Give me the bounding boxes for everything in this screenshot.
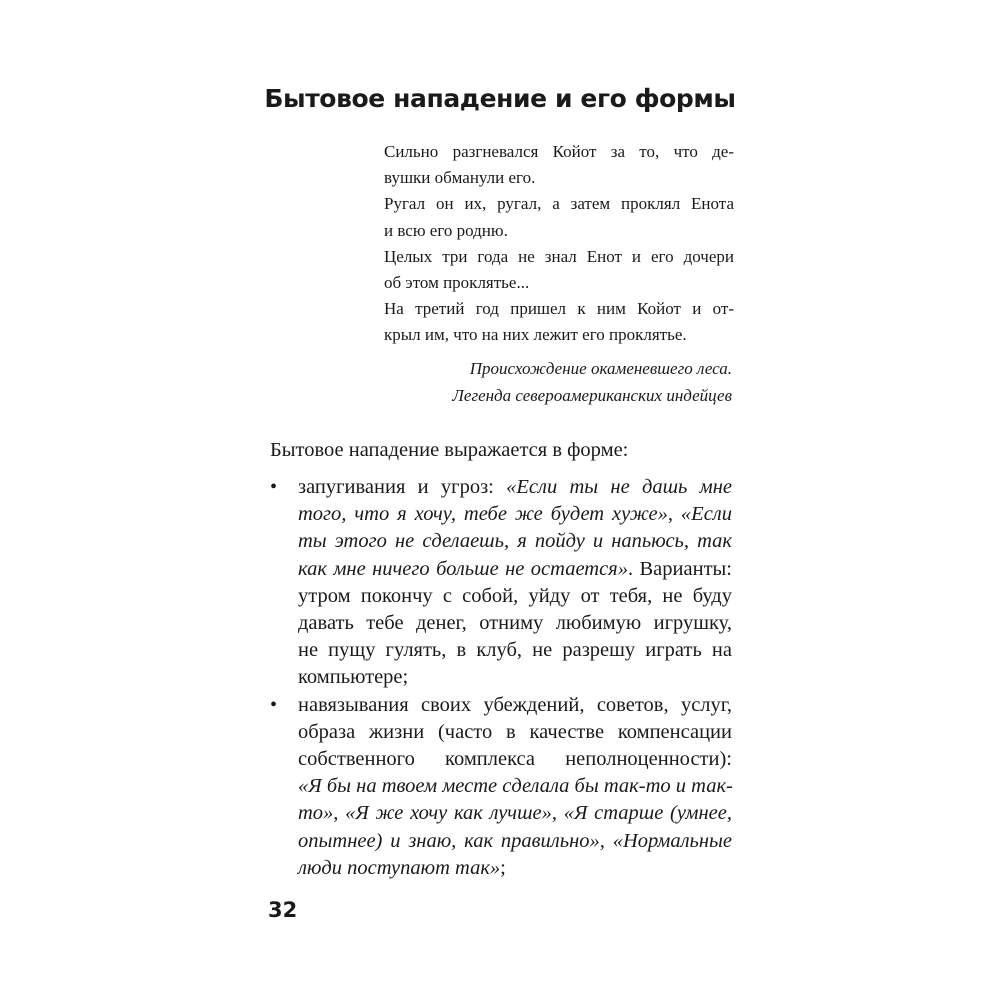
epigraph-source (384, 355, 732, 409)
text-run: запугивания и угроз: (298, 476, 507, 498)
bullet-line (298, 474, 732, 501)
bullet-line (298, 583, 732, 610)
italic-quote: того, что я хочу, тебе же будет хуже», «Если (298, 503, 732, 526)
text-run: навязывания своих убеждений, советов, услуг, (298, 693, 732, 716)
epigraph-source-subtitle: Легенда североамериканских индейцев (452, 386, 732, 405)
bullet-line (298, 610, 732, 637)
italic-quote: то», «Я же хочу как лучше», «Я старше (умнее, (298, 802, 732, 825)
epigraph-line: об этом проклятье... (384, 273, 530, 293)
bullet-line (298, 855, 732, 882)
epigraph-line: Целых три года не знал Енот и его дочери (384, 246, 734, 266)
italic-quote: «Если ты не дашь мне (506, 476, 733, 498)
bullet-line (298, 501, 732, 528)
epigraph-line: Сильно разгневался Койот за то, что де- (384, 142, 734, 161)
bullet-line (298, 746, 732, 773)
intro-paragraph: Бытовое нападение выражается в форме: (270, 439, 629, 461)
bullet-item (270, 474, 732, 692)
bullet-line (298, 719, 732, 746)
text-run: . Варианты: (627, 557, 733, 580)
bullet-line (298, 800, 732, 827)
bullet-line (298, 528, 732, 555)
epigraph-line: и всю его родню. (384, 220, 508, 240)
text-run: компьютере; (298, 666, 409, 689)
bullet-line (298, 637, 732, 664)
text-run: ; (500, 856, 506, 879)
page-number: 32 (268, 898, 298, 922)
italic-quote: люди поступают так» (298, 856, 501, 879)
bullet-line (298, 828, 732, 855)
bullet-line (298, 664, 732, 691)
text-run: образа жизни (часто в качестве компенсации (298, 720, 732, 743)
text-run: собственного комплекса неполноценности): (298, 748, 732, 771)
epigraph-line: На третий год пришел к ним Койот и от- (384, 299, 734, 319)
bullet-dot-icon: • (270, 693, 278, 716)
epigraph (384, 139, 734, 349)
bullet-line (298, 556, 732, 583)
epigraph-line: крыл им, что на них лежит его проклятье. (384, 325, 687, 345)
chapter-heading: Бытовое нападение и его формы (264, 84, 736, 113)
epigraph-line: вушки обманули его. (384, 168, 536, 188)
text-run: не пущу гулять, в клуб, не разрешу играть на (298, 639, 732, 662)
italic-quote: опытнее) и знаю, как правильно», «Нормальные (298, 829, 732, 852)
text-run: утром покончу с собой, уйду от тебя, не буду (298, 584, 732, 607)
italic-quote: «Я бы на твоем месте сделала бы так-то и так- (298, 775, 733, 798)
italic-quote: как мне ничего больше не остается» (298, 557, 628, 580)
bullet-dot-icon: • (270, 476, 278, 498)
italic-quote: ты этого не сделаешь, я пойду и напьюсь, так (298, 530, 732, 553)
epigraph-line: Ругал он их, ругал, а затем проклял Енота (384, 194, 734, 214)
bullet-item (270, 692, 732, 882)
bullet-line (298, 773, 732, 800)
bullet-list (270, 474, 732, 882)
text-run: давать тебе денег, отниму любимую игрушку, (298, 612, 732, 635)
epigraph-source-title: Происхождение окаменевшего леса. (469, 359, 732, 378)
bullet-line (298, 692, 732, 719)
